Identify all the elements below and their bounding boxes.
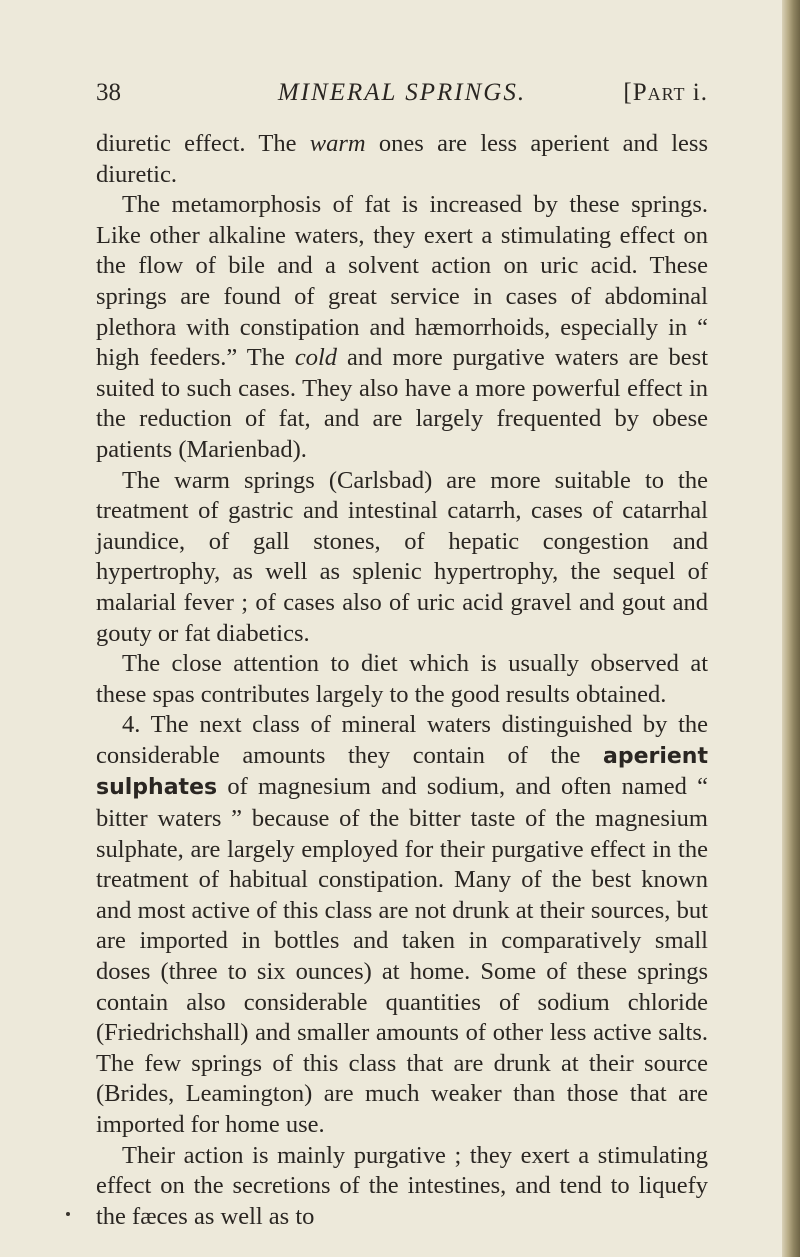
- paragraph-6-text: Their action is mainly purgative ; they exert a stimulating effect on the secretions of the intestines, and tend to liquefy the fæces as well as to: [96, 1141, 708, 1230]
- paragraph-3-text: The warm springs (Carlsbad) are more suitable to the treatment of gastric and intestinal catarrh, cases of catarrhal jaundice, of gall stones, of hepatic congestion and hypertrophy, as well as splenic hypertrophy, the sequel of malarial fever ; of cases also of uric acid gravel and gout and gouty or fat diabetics.: [96, 466, 708, 647]
- paragraph-1: [96, 129, 708, 190]
- body-text: [96, 129, 708, 1232]
- paragraph-1-text-a: diuretic effect. The: [96, 130, 310, 157]
- paragraph-6: [96, 1141, 708, 1233]
- paragraph-5-bold-term: aperient sulphates: [96, 743, 708, 801]
- part-number: i.: [685, 79, 708, 106]
- part-word: Part: [632, 79, 686, 106]
- paragraph-5-text-b: of magnesium and sodium, and often named “ bitter waters ” because of the bitter taste of the magnesium sulphate, are largely employed for their purgative effect in the treatment of habitual constipation. Many of the best known and most active of this class are not drunk at their sources, but are imported in bottles and taken in comparatively small doses (three to six ounces) at home. Some of these springs contain also considerable quantities of sodium chloride (Friedrichshall) and smaller amounts of other less active salts. The few springs of this class that are drunk at their source (Brides, Leamington) are much weaker than those that are imported for home use.: [96, 773, 708, 1138]
- paragraph-1-text-b: ones are less aperient and less diuretic.: [96, 130, 708, 188]
- paragraph-4-text: The close attention to diet which is usually observed at these spas contributes largely to the good results obtained.: [96, 650, 708, 708]
- running-header: [96, 76, 708, 110]
- paragraph-2-text-b: and more purgative waters are best suited to such cases. They also have a more powerful effect in the reduction of fat, and are largely frequented by obese patients (Marienbad).: [96, 344, 708, 463]
- paragraph-2-text-a: The metamorphosis of fat is increased by these springs. Like other alkaline waters, they exert a stimulating effect on the flow of bile and a solvent action on uric acid. These springs are found of great service in cases of abdominal plethora with constipation and hæmorrhoids, especially in “ high feeders.” The: [96, 191, 708, 372]
- paragraph-2-italic: cold: [294, 344, 338, 372]
- part-bracket: [: [623, 79, 633, 106]
- margin-speck: [66, 1212, 70, 1216]
- paragraph-1-italic: warm: [309, 130, 366, 157]
- page-number: 38: [96, 79, 121, 106]
- page-binding-edge: [782, 0, 800, 1257]
- part-label: [623, 76, 708, 110]
- running-title: MINERAL SPRINGS.: [277, 79, 527, 106]
- paragraph-3: [96, 466, 708, 650]
- paragraph-5: [96, 710, 708, 1140]
- paragraph-2: [96, 190, 708, 465]
- paragraph-5-text-a: 4. The next class of mineral waters distinguished by the considerable amounts they contain of the: [96, 711, 708, 769]
- paragraph-4: [96, 649, 708, 710]
